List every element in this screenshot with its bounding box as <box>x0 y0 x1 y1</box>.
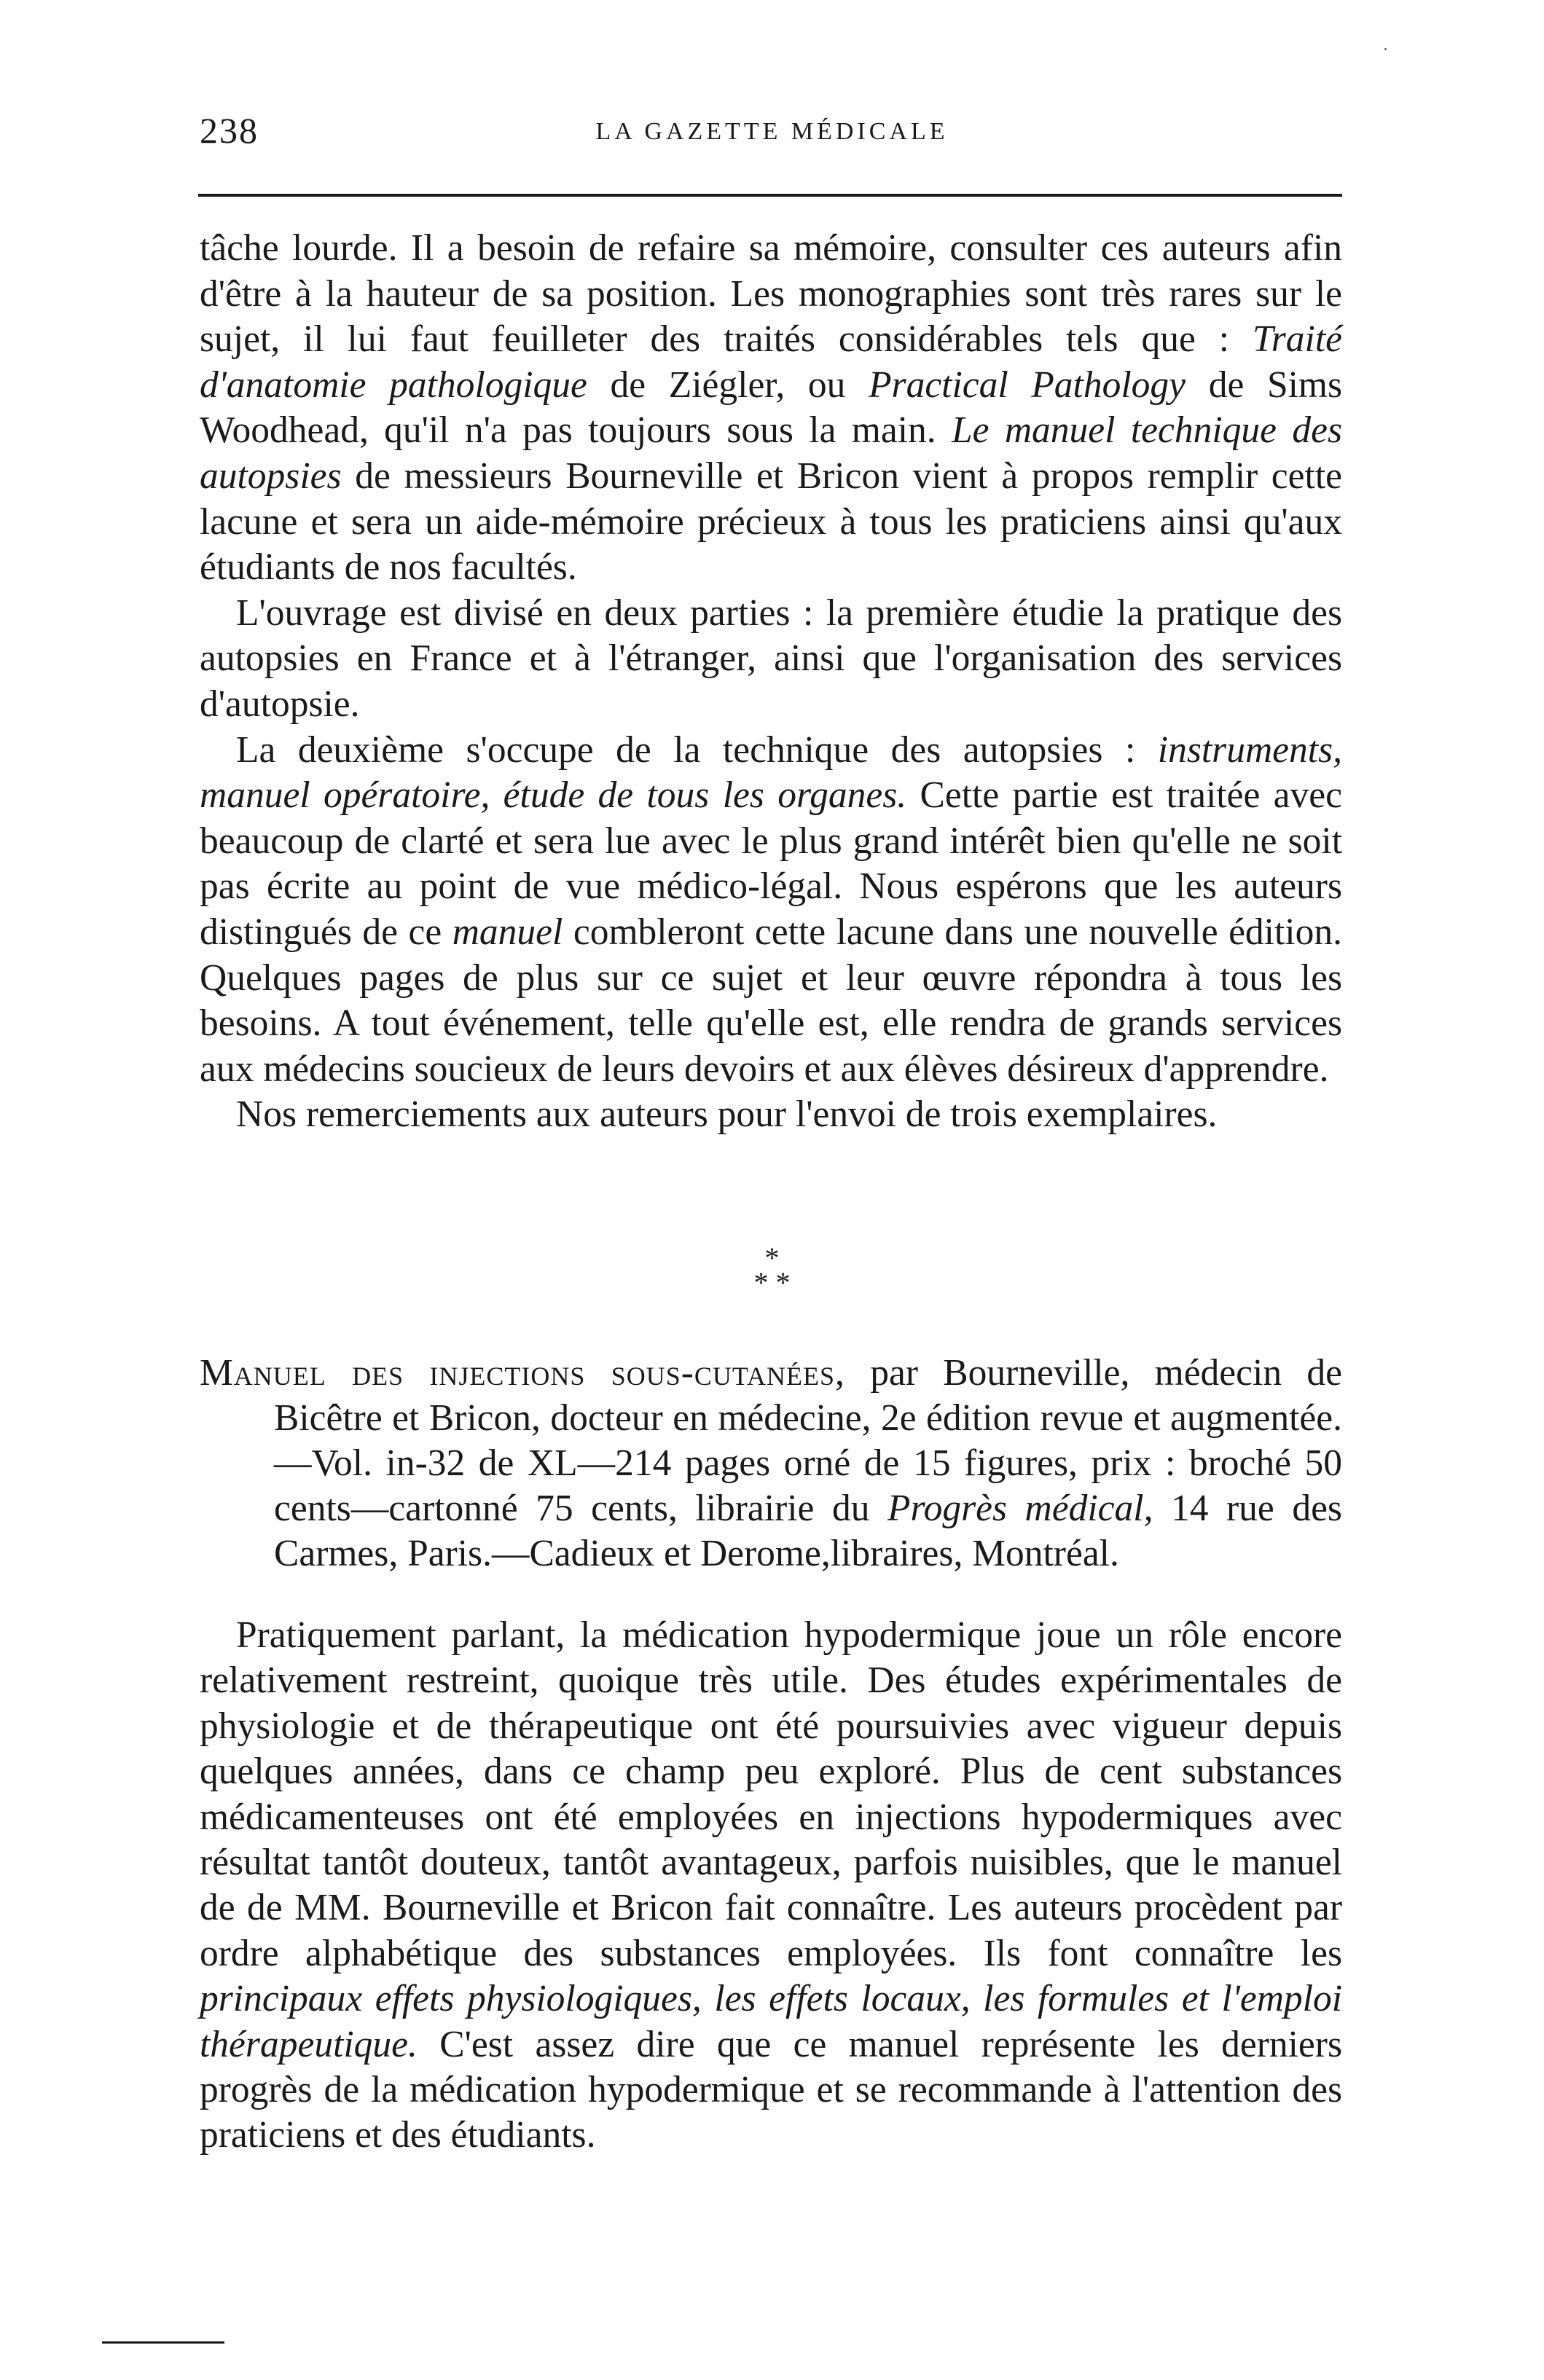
section-separator <box>0 1241 1544 1299</box>
book-title-italic: Traité d'anatomie pathologique <box>200 318 1342 406</box>
text-run: combleront cette lacune dans une nouvelle édition. Quelques pages de plus sur ce sujet et leur œuvre répondra à tous les besoins. A tout événement, telle qu'elle est, elle rendra de grands services aux médecins soucieux de leurs devoirs et aux élèves désireux d'apprendre. <box>200 911 1342 1090</box>
text-run: de Sims Woodhead, qu'il n'a pas toujours sous la main. <box>200 364 1342 452</box>
asterism-top: * <box>764 1241 780 1274</box>
text-run: La deuxième s'occupe de la technique des autopsies : <box>236 728 1158 771</box>
running-title: LA GAZETTE MÉDICALE <box>595 118 949 145</box>
review-paragraph-3 <box>200 728 1342 1093</box>
text-run: de messieurs Bourneville et Bricon vient à propos remplir cette lacune et sera un aide-mémoire précieux à tous les praticiens ainsi qu'aux étudiants de nos facultés. <box>200 455 1342 589</box>
page-number: 238 <box>200 110 259 151</box>
book-entry-title: Manuel des injections sous-cutanées, <box>200 1352 845 1394</box>
publisher-name: Progrès médical, <box>887 1488 1153 1529</box>
review-injections-paragraph <box>200 1613 1342 2159</box>
review-paragraph-2: L'ouvrage est divisé en deux parties : la première étudie la pratique des autopsies en France et à l'étranger, ainsi que l'organisation des services d'autopsie. <box>200 592 1342 725</box>
italic-phrase: principaux effets physiologiques, les effets locaux, les formules et l'emploi thérapeutique. <box>200 1978 1342 2065</box>
review-paragraph-4: Nos remerciements aux auteurs pour l'envoi de trois exemplaires. <box>236 1093 1218 1136</box>
text-run: tâche lourde. Il a besoin de refaire sa mémoire, consulter ces auteurs afin d'être à la hauteur de sa position. Les monographies sont très rares sur le sujet, il lui faut feuilleter des traités considérables tels que : <box>200 227 1342 361</box>
book-title-italic: Le manuel technique des autopsies <box>200 409 1343 497</box>
italic-phrase: instruments, manuel opératoire, étude de tous les organes. <box>200 728 1342 817</box>
scan-speck <box>1384 48 1387 50</box>
book-entry-address: 14 rue des Carmes, Paris.—Cadieux et Derome,libraires, Montréal. <box>274 1488 1342 1574</box>
text-run: de Ziégler, ou <box>587 364 869 406</box>
text-run: C'est assez dire que ce manuel représente les derniers progrès de la médication hypodermique et se recommande à l'attention des praticiens et des étudiants. <box>200 2023 1342 2156</box>
review-injections <box>200 1613 1342 2159</box>
asterism-bottom: * * <box>753 1266 791 1299</box>
text-run: Cette partie est traitée avec beaucoup de clarté et sera lue avec le plus grand intérêt bien qu'elle ne soit pas écrite au point de vue médico-légal. Nous espérons que les auteurs distingués de ce <box>200 774 1342 953</box>
book-title-italic: Practical Pathology <box>869 364 1186 406</box>
review-autopsies <box>200 226 1342 1138</box>
text-run: Pratiquement parlant, la médication hypodermique joue un rôle encore relativement restreint, quoique très utile. Des études expérimentales de physiologie et de thérapeutique ont été poursuivies avec vigueur depuis quelques années, dans ce champ peu exploré. Plus de cent substances médicamenteuses ont été employées en injections hypodermiques avec résultat tantôt douteux, tantôt avantageux, parfois nuisibles, que le manuel de de MM. Bourneville et Bricon fait connaître. Les auteurs procèdent par ordre alphabétique des substances employées. Ils font connaître les <box>200 1614 1342 1974</box>
italic-phrase: manuel <box>452 911 563 953</box>
header-rule <box>198 194 1342 197</box>
review-paragraph-1 <box>200 226 1342 591</box>
footer-rule <box>102 2341 224 2344</box>
book-entry <box>200 1351 1342 1576</box>
book-entry-details: par Bourneville, médecin de Bicêtre et Bricon, docteur en médecine, 2e édition revue et augmentée.—Vol. in-32 de XL—214 pages orné de 15 figures, prix : broché 50 cents—cartonné 75 cents, librairie du <box>274 1352 1342 1529</box>
